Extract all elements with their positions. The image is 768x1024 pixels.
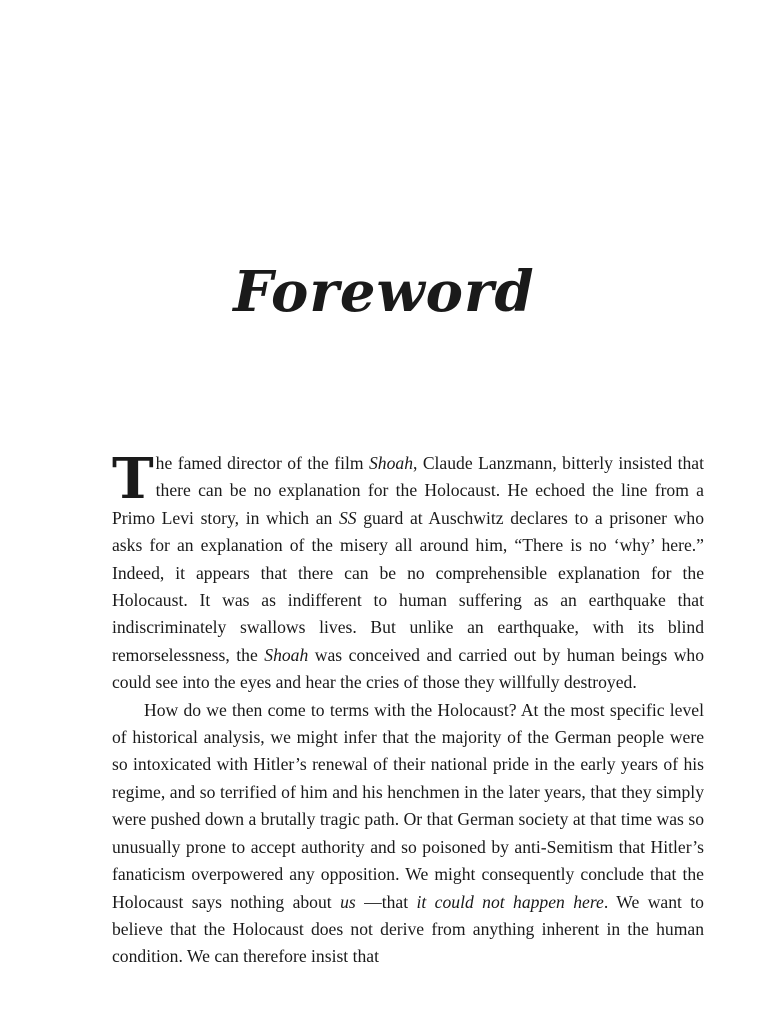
paragraph-2-italic-2: it could not happen here [416,891,604,912]
paragraph-1-italic-2: SS [338,507,357,528]
paragraph-1-italic-3: Shoah [264,644,309,665]
paragraph-2 [112,697,704,971]
chapter-body [112,446,704,971]
paragraph-1-text-4: was conceived and carried out by human beings who could see into the eyes and hear the cries of those they willfully destroyed. [112,644,704,693]
paragraph-1-text-3: guard at Auschwitz declares to a prisoner who asks for an explanation of the misery all around him, “There is no ‘why’ here.” Indeed, it appears that there can be no comprehensible explanation for the Holocaust. It was as indifferent to human suffering as an earthquake that indiscriminately swallows lives. But unlike an earthquake, with its blind remorselessness, the [112,507,704,665]
paragraph-1-text-1: he famed director of the film [155,453,369,473]
paragraph-1 [112,446,704,697]
paragraph-2-text-1: How do we then come to terms with the Holocaust? At the most specific level of historical analysis, we might infer that the majority of the German people were so intoxicated with Hitler’s renewal of their national pride in the early years of his regime, and so terrified of him and his henchmen in the later years, that they simply were pushed down a brutally tragic path. Or that German society at that time was so unusually prone to accept authority and so poisoned by anti-Semitism that Hitler’s fanaticism overpowered any opposition. We might consequently conclude that the Holocaust says nothing about [112,699,704,912]
paragraph-2-italic-1: us [340,891,356,912]
paragraph-2-text-2: —that [355,891,417,912]
paragraph-1-text-2: , Claude Lanzmann, bitterly insisted that there can be no explanation for the Holocaust. He echoed the line from a Primo Levi story, in which an [112,453,704,528]
chapter-title: Foreword [233,259,535,325]
drop-cap: T [112,446,154,512]
paragraph-1-italic-1: Shoah [369,453,413,473]
paragraph-2-text-3: . We want to believe that the Holocaust does not derive from anything inherent in the human condition. We can therefore insist that [112,891,704,967]
